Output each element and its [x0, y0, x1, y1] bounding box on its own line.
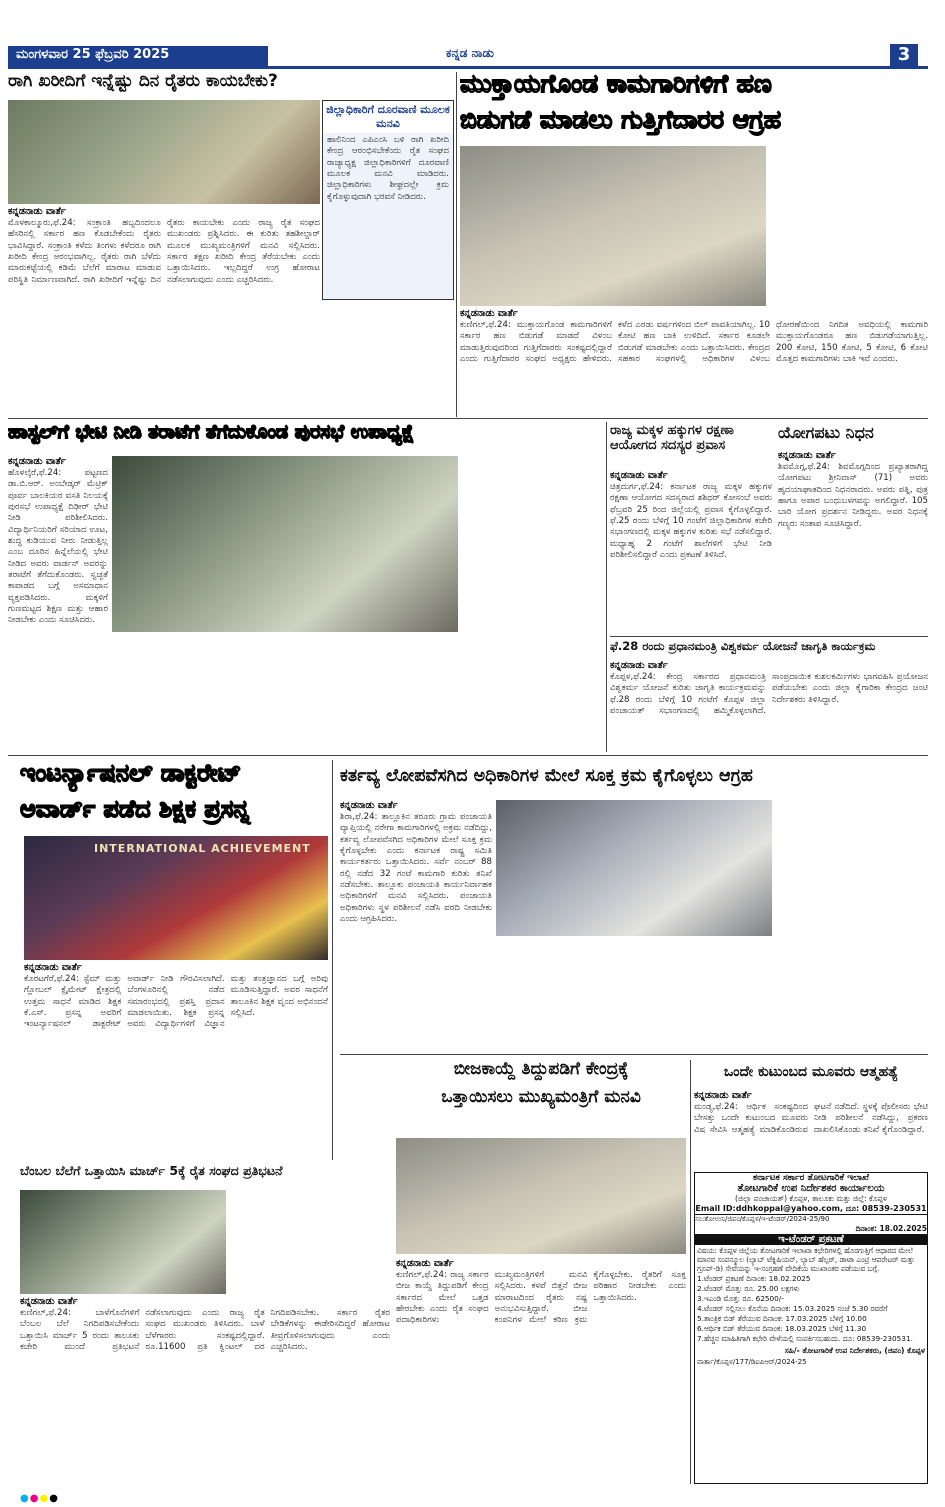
- col-divider: [456, 72, 457, 417]
- ragi-text-cont: [322, 302, 454, 414]
- banana-text: ಕುಣಿಗಲ್,ಫೆ.24: ಬಾಳೆಗೊನೆಗಳಿಗೆ ಬೆಂಬಲ ಬೆಲೆ ನಿಗದಿಪಡಿಸಬೇಕೆಂದು ಒತ್ತಾಯಿಸಿ ಮಾರ್ಚ್ 5 ರಂದು ತಾಲೂಕು ಕಚೇರಿ ಮುಂದೆ ಪ್ರತಿಭಟನೆ ನಡೆಸಲಾಗುವುದು ಎಂದು ರಾಜ್ಯ ರೈತ ಸಂಘದ ಮುಖಂಡರು ತಿಳಿಸಿದರು. ಬಾಳೆ ಬೆಳೆಗಾರರು ಸಂಕಷ್ಟದಲ್ಲಿದ್ದಾರೆ. ರೂ.11600 ಪ್ರತಿ ಕ್ವಿಂಟಲ್ ದರ ನಿಗದಿಪಡಿಸಬೇಕು. ಸರ್ಕಾರ ರೈತರ ಬೇಡಿಕೆಗಳನ್ನು ಈಡೇರಿಸದಿದ್ದರೆ ಹೋರಾಟ ತೀವ್ರಗೊಳಿಸಲಾಗುವುದು ಎಂದು ಎಚ್ಚರಿಸಿದರು.: [20, 1308, 390, 1353]
- tender-line-2: 2.ಟೆಂಡರ್ ಮೊತ್ತ: ರೂ. 25.00 ಲಕ್ಷಗಳು: [697, 1284, 800, 1294]
- doctorate-headline-2: ಅವಾರ್ಡ್ ಪಡೆದ ಶಿಕ್ಷಕ ಪ್ರಸನ್ನ: [20, 796, 251, 823]
- tender-org-1: ಕರ್ನಾಟಕ ಸರ್ಕಾರ ತೋಟಗಾರಿಕೆ ಇಲಾಖೆ: [753, 1173, 869, 1183]
- row-divider-1: [8, 418, 928, 419]
- doctorate-byline: ಕನ್ನಡನಾಡು ವಾರ್ತೆ: [24, 962, 82, 973]
- rights-text: ಚಿತ್ರದುರ್ಗ,ಫೆ.24: ಕರ್ನಾಟಕ ರಾಜ್ಯ ಮಕ್ಕಳ ಹಕ್ಕುಗಳ ರಕ್ಷಣಾ ಆಯೋಗದ ಸದಸ್ಯರಾದ ಶಶಿಧರ್ ಕೋಸಂಬೆ ಅವರು ಫೆಬ್ರವರಿ 25 ರಿಂದ ಜಿಲ್ಲೆಯಲ್ಲಿ ಪ್ರವಾಸ ಕೈಗೊಳ್ಳಲಿದ್ದಾರೆ. ಫೆ.25 ರಂದು ಬೆಳಿಗ್ಗೆ 10 ಗಂಟೆಗೆ ಜಿಲ್ಲಾಧಿಕಾರಿಗಳ ಕಚೇರಿ ಸಭಾಂಗಣದಲ್ಲಿ ಮಕ್ಕಳ ಹಕ್ಕುಗಳ ಕುರಿತು ಸಭೆ ನಡೆಸಲಿದ್ದಾರೆ. ಮಧ್ಯಾಹ್ನ 2 ಗಂಟೆಗೆ ಶಾಲೆಗಳಿಗೆ ಭೇಟಿ ನೀಡಿ ಪರಿಶೀಲಿಸಲಿದ್ದಾರೆ ಎಂದು ಪ್ರಕಟಣೆ ತಿಳಿಸಿದೆ.: [610, 482, 772, 561]
- col-divider-3: [332, 760, 333, 1160]
- contractors-photo: [460, 146, 766, 306]
- tender-email: Email ID:ddhkoppal@yahoo.com, ದೂ: 08539-230531: [695, 1204, 927, 1213]
- vishwakarma-text: ಕೊಪ್ಪಳ,ಫೆ.24: ಕೇಂದ್ರ ಸರ್ಕಾರದ ಪ್ರಧಾನಮಂತ್ರಿ ವಿಶ್ವಕರ್ಮ ಯೋಜನೆ ಕುರಿತು ಜಾಗೃತಿ ಕಾರ್ಯಕ್ರಮವನ್ನು ಫೆ.28 ರಂದು ಬೆಳಿಗ್ಗೆ 10 ಗಂಟೆಗೆ ಕೊಪ್ಪಳ ಜಿಲ್ಲಾ ಪಂಚಾಯತ್ ಸಭಾಂಗಣದಲ್ಲಿ ಹಮ್ಮಿಕೊಳ್ಳಲಾಗಿದೆ. ಸಾಂಪ್ರದಾಯಿಕ ಕುಶಲಕರ್ಮಿಗಳು ಭಾಗವಹಿಸಿ ಪ್ರಯೋಜನ ಪಡೆಯಬೇಕು ಎಂದು ಜಿಲ್ಲಾ ಕೈಗಾರಿಕಾ ಕೇಂದ್ರದ ಜಂಟಿ ನಿರ್ದೇಶಕರು ತಿಳಿಸಿದ್ದಾರೆ.: [610, 672, 928, 717]
- issue-date: ಮಂಗಳವಾರ 25 ಫೆಬ್ರವರಿ 2025: [8, 46, 268, 66]
- seeds-headline-1: ಬೀಜಕಾಯ್ದೆ ತಿದ್ದುಪಡಿಗೆ ಕೇಂದ್ರಕ್ಕೆ: [453, 1060, 629, 1079]
- tender-ref-no: ಸಂ:ತೋಉನಿ/ಜಿಪಂ/ಕೊಪ್ಪಳ/ಇ-ಟೆಂಡರ್/2024-25/90: [695, 1215, 830, 1223]
- ragi-text: ಮೊಳಕಾಲ್ಮೂರು,ಫೆ.24: ಸಂಕ್ರಾಂತಿ ಹಬ್ಬದಿಂದಲೂ ಹೆಸರಿನಲ್ಲಿ ಸರ್ಕಾರ ಹಣ ಕೊಡಬೇಕೆಂದು ರೈತರು ಭಾವಿಸಿದ್ದಾರೆ. ಸಂಕ್ರಾಂತಿ ಕಳೆದು ತಿಂಗಳು ಕಳೆದರೂ ರಾಗಿ ಖರೀದಿ ಕೇಂದ್ರ ಆರಂಭವಾಗಿಲ್ಲ. ರೈತರು ರಾಗಿ ಬೆಳೆದು ಮಾರುಕಟ್ಟೆಯಲ್ಲಿ ಕಡಿಮೆ ಬೆಲೆಗೆ ಮಾರಾಟ ಮಾಡುವ ಪರಿಸ್ಥಿತಿ ನಿರ್ಮಾಣವಾಗಿದೆ. ರಾಗಿ ಖರೀದಿಗೆ ಇನ್ನೆಷ್ಟು ದಿನ ರೈತರು ಕಾಯಬೇಕು ಎಂದು ರಾಜ್ಯ ರೈತ ಸಂಘದ ಮುಖಂಡರು ಪ್ರಶ್ನಿಸಿದರು. ಈ ಕುರಿತು ತಹಶೀಲ್ದಾರ್ ಮೂಲಕ ಮುಖ್ಯಮಂತ್ರಿಗಳಿಗೆ ಮನವಿ ಸಲ್ಲಿಸಿದರು. ಸರ್ಕಾರ ತಕ್ಷಣ ಖರೀದಿ ಕೇಂದ್ರ ತೆರೆಯಬೇಕು ಎಂದು ಒತ್ತಾಯಿಸಿದರು. ಇಲ್ಲದಿದ್ದರೆ ಉಗ್ರ ಹೋರಾಟ ನಡೆಸಲಾಗುವುದು ಎಂದು ಎಚ್ಚರಿಸಿದರು.: [8, 218, 320, 285]
- col-divider-4: [690, 1060, 691, 1484]
- hostel-text: ಹೊಳಲ್ಕೆರೆ,ಫೆ.24: ಪಟ್ಟಣದ ಡಾ.ಬಿ.ಆರ್. ಅಂಬೇಡ್ಕರ್ ಮೆಟ್ರಿಕ್ ಪೂರ್ವ ಬಾಲಕಿಯರ ವಸತಿ ನಿಲಯಕ್ಕೆ ಪುರಸಭೆ ಉಪಾಧ್ಯಕ್ಷೆ ದಿಢೀರ್ ಭೇಟಿ ನೀಡಿ ಪರಿಶೀಲಿಸಿದರು. ವಿದ್ಯಾರ್ಥಿನಿಯರಿಗೆ ಸರಿಯಾದ ಊಟ, ಶುದ್ಧ ಕುಡಿಯುವ ನೀರು ನೀಡುತ್ತಿಲ್ಲ ಎಂಬ ದೂರಿನ ಹಿನ್ನೆಲೆಯಲ್ಲಿ ಭೇಟಿ ನೀಡಿದ ಅವರು ವಾರ್ಡನ್ ಅವರನ್ನು ತರಾಟೆಗೆ ತೆಗೆದುಕೊಂಡರು. ಸ್ವಚ್ಛತೆ ಕಾಪಾಡದ ಬಗ್ಗೆ ಅಸಮಾಧಾನ ವ್ಯಕ್ತಪಡಿಸಿದರು. ಮಕ್ಕಳಿಗೆ ಗುಣಮಟ್ಟದ ಶಿಕ್ಷಣ ಮತ್ತು ಆಹಾರ ನೀಡಬೇಕು ಎಂದು ಸೂಚಿಸಿದರು.: [8, 468, 108, 626]
- obituary-text: ಶಿವಮೊಗ್ಗ,ಫೆ.24: ಶಿವಮೊಗ್ಗದಿಂದ ಪ್ರಖ್ಯಾತರಾಗಿದ್ದ ಯೋಗಪಟು ಶ್ರೀನಿವಾಸ್ (71) ಅವರು ಹೃದಯಾಘಾತದಿಂದ ನಿಧನರಾದರು. ಅವರು ಪತ್ನಿ, ಪುತ್ರ ಹಾಗೂ ಅಪಾರ ಬಂಧುಬಳಗವನ್ನು ಅಗಲಿದ್ದಾರೆ. 105 ಬಾರಿ ಯೋಗ ಪ್ರದರ್ಶನ ನೀಡಿದ್ದರು. ಅವರ ನಿಧನಕ್ಕೆ ಗಣ್ಯರು ಸಂತಾಪ ಸೂಚಿಸಿದ್ದಾರೆ.: [778, 462, 928, 529]
- suicide-headline: ಒಂದೇ ಕುಟುಂಬದ ಮೂವರು ಆತ್ಮಹತ್ಯೆ: [723, 1064, 899, 1080]
- suicide-byline: ಕನ್ನಡನಾಡು ವಾರ್ತೆ: [694, 1090, 752, 1101]
- obituary-byline: ಕನ್ನಡನಾಡು ವಾರ್ತೆ: [778, 450, 836, 461]
- ragi-byline: ಕನ್ನಡನಾಡು ವಾರ್ತೆ: [8, 206, 66, 217]
- phone-box: [322, 100, 454, 300]
- negligence-byline: ಕನ್ನಡನಾಡು ವಾರ್ತೆ: [340, 800, 398, 811]
- tender-line-7: 7.ಹೆಚ್ಚಿನ ಮಾಹಿತಿಗಾಗಿ ಕಛೇರಿ ವೇಳೆಯಲ್ಲಿ ಸಂಪರ್ಕಿಸಬಹುದು. ದೂ: 08539-230531.: [697, 1334, 913, 1344]
- banana-headline: ಬೆಂಬಲ ಬೆಲೆಗೆ ಒತ್ತಾಯಿಸಿ ಮಾರ್ಚ್ 5ಕ್ಕೆ ರೈತ ಸಂಘದ ಪ್ರತಿಭಟನೆ: [20, 1164, 283, 1178]
- tender-line-1: 1.ಟೆಂಡರ್ ಪ್ರಕಟಣೆ ದಿನಾಂಕ: 18.02.2025: [697, 1274, 811, 1284]
- hostel-byline: ಕನ್ನಡನಾಡು ವಾರ್ತೆ: [8, 456, 66, 467]
- phone-box-title: ಜಿಲ್ಲಾಧಿಕಾರಿಗೆ ದೂರವಾಣಿ ಮೂಲಕ ಮನವಿ: [323, 101, 453, 133]
- phone-box-text: ಹಾಲಿನಿಂದ ಎಪಿಎಂಸಿ ಬಳಿ ರಾಗಿ ಖರೀದಿ ಕೇಂದ್ರ ಆರಂಭಿಸಬೇಕೆಂದು ರೈತ ಸಂಘದ ರಾಜ್ಯಾಧ್ಯಕ್ಷ ಜಿಲ್ಲಾಧಿಕಾರಿಗಳಿಗೆ ದೂರವಾಣಿ ಮೂಲಕ ಮನವಿ ಮಾಡಿದರು. ಜಿಲ್ಲಾಧಿಕಾರಿಗಳು ಶೀಘ್ರದಲ್ಲೇ ಕ್ರಮ ಕೈಗೊಳ್ಳುವುದಾಗಿ ಭರವಸೆ ನೀಡಿದರು.: [327, 135, 449, 202]
- row-divider-2: [610, 636, 928, 637]
- row-divider-4: [340, 1054, 928, 1055]
- negligence-photo: [496, 800, 772, 936]
- masthead: ಕನ್ನಡ ನಾಡು: [446, 46, 494, 60]
- tender-signature: ಸಹಿ/- ತೋಟಗಾರಿಕೆ ಉಪ ನಿರ್ದೇಶಕರು, (ಜಿಪಂ) ಕೊಪ್ಪಳ: [784, 1346, 925, 1356]
- doctorate-text: ಕೊರಟಗೆರೆ,ಫೆ.24: ಸ್ಟೆಮ್ ಮತ್ತು ಗ್ಲೋಬಲ್ ಕ್ಲೈಮೇಟ್ ಕ್ಷೇತ್ರದಲ್ಲಿ ಉತ್ತಮ ಸಾಧನೆ ಮಾಡಿದ ಶಿಕ್ಷಕ ಕೆ.ಎಸ್. ಪ್ರಸನ್ನ ಅವರಿಗೆ ಇಂಟರ್ನ್ಯಾಷನಲ್ ಡಾಕ್ಟರೇಟ್ ಅವಾರ್ಡ್ ನೀಡಿ ಗೌರವಿಸಲಾಗಿದೆ. ಬೆಂಗಳೂರಿನಲ್ಲಿ ನಡೆದ ಸಮಾರಂಭದಲ್ಲಿ ಪ್ರಶಸ್ತಿ ಪ್ರದಾನ ಮಾಡಲಾಯಿತು. ಶಿಕ್ಷಕ ಪ್ರಸನ್ನ ಅವರು ವಿದ್ಯಾರ್ಥಿಗಳಿಗೆ ವಿಜ್ಞಾನ ಮತ್ತು ತಂತ್ರಜ್ಞಾನದ ಬಗ್ಗೆ ಅರಿವು ಮೂಡಿಸುತ್ತಿದ್ದಾರೆ. ಅವರ ಸಾಧನೆಗೆ ತಾಲೂಕಿನ ಶಿಕ್ಷಕ ವೃಂದ ಅಭಿನಂದನೆ ಸಲ್ಲಿಸಿದೆ.: [24, 974, 328, 1030]
- ragi-headline: ರಾಗಿ ಖರೀದಿಗೆ ಇನ್ನೆಷ್ಟು ದಿನ ರೈತರು ಕಾಯಬೇಕು?: [8, 72, 278, 91]
- rights-headline: ರಾಜ್ಯ ಮಕ್ಕಳ ಹಕ್ಕುಗಳ ರಕ್ಷಣಾ ಆಯೋಗದ ಸದಸ್ಯರ ಪ್ರವಾಸ: [610, 424, 734, 453]
- hostel-text-2: [112, 636, 458, 750]
- vishwakarma-byline: ಕನ್ನಡನಾಡು ವಾರ್ತೆ: [610, 660, 668, 671]
- doctorate-headline-1: ಇಂಟರ್ನ್ಯಾಷನಲ್ ಡಾಕ್ಟರೇಟ್: [20, 760, 242, 787]
- banana-text-side: [230, 1190, 390, 1294]
- ragi-photo: [8, 100, 320, 204]
- rights-byline: ಕನ್ನಡನಾಡು ವಾರ್ತೆ: [610, 470, 668, 481]
- contractors-headline-2: ಬಿಡುಗಡೆ ಮಾಡಲು ಗುತ್ತಿಗೆದಾರರ ಆಗ್ರಹ: [460, 106, 782, 134]
- hostel-headline: ಹಾಸ್ಟಲ್‌ಗೆ ಭೇಟಿ ನೀಡಿ ತರಾಟೆಗೆ ತೆಗೆದುಕೊಂಡ ಪುರಸಭೆ ಉಪಾಧ್ಯಕ್ಷೆ: [8, 422, 415, 443]
- negligence-text: ಶಿರಾ,ಫೆ.24: ತಾಲ್ಲೂಕಿನ ತರೂರು ಗ್ರಾಮ ಪಂಚಾಯತಿ ವ್ಯಾಪ್ತಿಯಲ್ಲಿ ನರೇಗಾ ಕಾಮಗಾರಿಗಳಲ್ಲಿ ಅಕ್ರಮ ನಡೆದಿದ್ದು, ಕರ್ತವ್ಯ ಲೋಪವೆಸಗಿದ ಅಧಿಕಾರಿಗಳ ಮೇಲೆ ಸೂಕ್ತ ಕ್ರಮ ಕೈಗೊಳ್ಳಬೇಕು ಎಂದು ಕರ್ನಾಟಕ ರಾಷ್ಟ್ರ ಸಮಿತಿ ಕಾರ್ಯಕರ್ತರು ಒತ್ತಾಯಿಸಿದರು. ಸರ್ವೆ ನಂಬರ್ 88 ರಲ್ಲಿ ನಡೆದ 32 ಗಂಟೆ ಕಾಮಗಾರಿ ಕುರಿತು ತನಿಖೆ ನಡೆಸಬೇಕು. ತಾಲ್ಲೂಕು ಪಂಚಾಯತಿ ಕಾರ್ಯನಿರ್ವಾಹಕ ಅಧಿಕಾರಿಗಳಿಗೆ ಮನವಿ ಸಲ್ಲಿಸಿದರು. ಪಂಚಾಯತಿ ಅಧಿಕಾರಿಗಳು ಸ್ಥಳ ಪರಿಶೀಲನೆ ನಡೆಸಿ ವರದಿ ನೀಡಬೇಕು ಎಂದು ಆಗ್ರಹಿಸಿದರು.: [340, 812, 492, 925]
- seeds-text: ಕುಣಿಗಲ್,ಫೆ.24: ರಾಜ್ಯ ಸರ್ಕಾರ ಬೀಜ ಕಾಯ್ದೆ ತಿದ್ದುಪಡಿಗೆ ಕೇಂದ್ರ ಸರ್ಕಾರದ ಮೇಲೆ ಒತ್ತಡ ಹೇರಬೇಕು ಎಂದು ರೈತ ಸಂಘದ ಪದಾಧಿಕಾರಿಗಳು ಮುಖ್ಯಮಂತ್ರಿಗಳಿಗೆ ಮನವಿ ಸಲ್ಲಿಸಿದರು. ಕಳಪೆ ಬಿತ್ತನೆ ಬೀಜ ಮಾರಾಟದಿಂದ ರೈತರು ನಷ್ಟ ಅನುಭವಿಸುತ್ತಿದ್ದಾರೆ. ಬೀಜ ಕಂಪನಿಗಳ ಮೇಲೆ ಕಠಿಣ ಕ್ರಮ ಕೈಗೊಳ್ಳಬೇಕು. ರೈತರಿಗೆ ಸೂಕ್ತ ಪರಿಹಾರ ನೀಡಬೇಕು ಎಂದು ಒತ್ತಾಯಿಸಿದರು.: [396, 1270, 686, 1326]
- banana-byline: ಕನ್ನಡನಾಡು ವಾರ್ತೆ: [20, 1296, 78, 1307]
- hostel-text-3: [462, 456, 602, 750]
- tender-org-3: (ಜಿಲ್ಲಾ ಪಂಚಾಯತ್) ಕೊಪ್ಪಳ, ತಾಲೂಕು ಮತ್ತು ಜಿಲ್ಲೆ: ಕೊಪ್ಪಳ: [735, 1194, 887, 1203]
- suicide-text: ಮಂಡ್ಯ,ಫೆ.24: ಆರ್ಥಿಕ ಸಂಕಷ್ಟದಿಂದ ಬೇಸತ್ತು ಒಂದೇ ಕುಟುಂಬದ ಮೂವರು ವಿಷ ಸೇವಿಸಿ ಆತ್ಮಹತ್ಯೆ ಮಾಡಿಕೊಂಡಿರುವ ಘಟನೆ ನಡೆದಿದೆ. ಸ್ಥಳಕ್ಕೆ ಪೊಲೀಸರು ಭೇಟಿ ನೀಡಿ ಪರಿಶೀಲನೆ ನಡೆಸಿದ್ದು, ಪ್ರಕರಣ ದಾಖಲಿಸಿಕೊಂಡು ತನಿಖೆ ಕೈಗೊಂಡಿದ್ದಾರೆ.: [694, 1102, 928, 1135]
- col-divider-2: [606, 422, 607, 752]
- row-divider-3: [8, 755, 928, 756]
- tender-line-6: 6.ಆರ್ಥಿಕ ಬಿಡ್ ತೆರೆಯುವ ದಿನಾಂಕ: 18.03.2025 ಬೆಳಿಗ್ಗೆ 11.30: [697, 1324, 867, 1334]
- negligence-headline: ಕರ್ತವ್ಯ ಲೋಪವೆಸಗಿದ ಅಧಿಕಾರಿಗಳ ಮೇಲೆ ಸೂಕ್ತ ಕ್ರಮ ಕೈಗೊಳ್ಳಲು ಆಗ್ರಹ: [340, 766, 753, 786]
- tender-ref-date: ದಿನಾಂಕ: 18.02.2025: [855, 1224, 927, 1233]
- contractors-text: ಕುಣಿಗಲ್,ಫೆ.24: ಮುಕ್ತಾಯಗೊಂಡ ಕಾಮಗಾರಿಗಳಿಗೆ ಸರ್ಕಾರ ಹಣ ಬಿಡುಗಡೆ ಮಾಡದೆ ವಿಳಂಬ ಮಾಡುತ್ತಿರುವುದರಿಂದ ಗುತ್ತಿಗೆದಾರರು ಸಂಕಷ್ಟದಲ್ಲಿದ್ದಾರೆ ಎಂದು ಗುತ್ತಿಗೆದಾರರ ಸಂಘದ ಅಧ್ಯಕ್ಷರು ಹೇಳಿದರು. ಕಳೆದ ಎರಡು ವರ್ಷಗಳಿಂದ ಬಿಲ್ ಪಾವತಿಯಾಗಿಲ್ಲ. 10 ಕೋಟಿ ಹಣ ಬಾಕಿ ಉಳಿದಿದೆ. ಸರ್ಕಾರ ಕೂಡಲೇ ಬಿಡುಗಡೆ ಮಾಡಬೇಕು ಎಂದು ಒತ್ತಾಯಿಸಿದರು. ಕೇಂದ್ರದ ಸಹಕಾರ ಸಂಘಗಳಲ್ಲಿ ಅಧಿಕಾರಿಗಳ ವಿಳಂಬ ಧೋರಣೆಯಿಂದ ನಿಗದಿತ ಅವಧಿಯಲ್ಲಿ ಕಾಮಗಾರಿ ಮುಕ್ತಾಯಗೊಂಡರೂ ಹಣ ಬಿಡುಗಡೆಯಾಗುತ್ತಿಲ್ಲ. 200 ಕೋಟಿ, 150 ಕೋಟಿ, 5 ಕೋಟಿ, 6 ಕೋಟಿ ಮೊತ್ತದ ಕಾಮಗಾರಿಗಳು ಬಾಕಿ ಇವೆ ಎಂದರು.: [460, 320, 928, 365]
- header-rule: [8, 66, 928, 69]
- tender-line-4: 4.ಟೆಂಡರ್ ಸಲ್ಲಿಸಲು ಕೊನೆಯ ದಿನಾಂಕ: 15.03.2025 ಸಂಜೆ 5.30 ರವರೆಗೆ: [697, 1304, 888, 1314]
- doctorate-photo-banner: INTERNATIONAL ACHIEVEMENT: [94, 842, 311, 855]
- tender-title: ಇ-ಟೆಂಡರ್ ಪ್ರಕಟಣೆ: [695, 1234, 927, 1245]
- seeds-photo: [396, 1138, 686, 1254]
- negligence-text-2: [496, 940, 772, 1048]
- tender-line-5: 5.ತಾಂತ್ರಿಕ ಬಿಡ್ ತೆರೆಯುವ ದಿನಾಂಕ: 17.03.2025 ಬೆಳಿಗ್ಗೆ 10.00: [697, 1314, 867, 1324]
- tender-body: ವಿಷಯ: ಕೊಪ್ಪಳ ಜಿಲ್ಲೆಯ ತೋಟಗಾರಿಕೆ ಇಲಾಖಾ ಕಛೇರಿಗಳಲ್ಲಿ ಹೊರಗುತ್ತಿಗೆ ಆಧಾರದ ಮೇಲೆ ಮಾನವ ಸಂಪನ್ಮೂಲ (ಲ್ಯಾಬ್ ಟೆಕ್ನಿಷಿಯನ್, ಲ್ಯಾಬ್ ಹೆಲ್ಪರ್, ಡಾಟಾ ಎಂಟ್ರಿ ಆಪರೇಟರ್ ಮತ್ತು ಗ್ರೂಪ್-ಡಿ) ಸೇವೆಯನ್ನು ಇ-ಸಂಗ್ರಹಣೆ ವೇದಿಕೆಯ ಮುಖಾಂತರ ಪಡೆಯುವ ಬಗ್ಗೆ.: [697, 1246, 915, 1274]
- contractors-headline-1: ಮುಕ್ತಾಯಗೊಂಡ ಕಾಮಗಾರಿಗಳಿಗೆ ಹಣ: [460, 70, 772, 98]
- banana-photo: [20, 1190, 226, 1294]
- hostel-photo: [112, 456, 458, 632]
- negligence-text-3: [776, 800, 928, 1048]
- tender-notice: [694, 1172, 928, 1484]
- seeds-byline: ಕನ್ನಡನಾಡು ವಾರ್ತೆ: [396, 1258, 454, 1269]
- tender-org-2: ತೋಟಗಾರಿಕೆ ಉಪ ನಿರ್ದೇಶಕರ ಕಾರ್ಯಾಲಯ: [737, 1183, 885, 1194]
- vishwakarma-headline: ಫೆ.28 ರಂದು ಪ್ರಧಾನಮಂತ್ರಿ ವಿಶ್ವಕರ್ಮ ಯೋಜನೆ ಜಾಗೃತಿ ಕಾರ್ಯಕ್ರಮ: [610, 640, 876, 653]
- tender-line-3: 3.ಇಎಂಡಿ ಮೊತ್ತ: ರೂ. 62500/-: [697, 1294, 784, 1304]
- seeds-headline-2: ಒತ್ತಾಯಿಸಲು ಮುಖ್ಯಮಂತ್ರಿಗೆ ಮನವಿ: [441, 1088, 641, 1107]
- print-registration-marks: ●●●●: [20, 1493, 59, 1503]
- doctorate-photo: [24, 836, 328, 960]
- contractors-byline: ಕನ್ನಡನಾಡು ವಾರ್ತೆ: [460, 308, 518, 319]
- tender-footer: ವಾರ್ತಾ/ಕೊಪ್ಪಳ/177/ಡಿಐಪಿಆರ್/2024-25: [697, 1358, 807, 1367]
- contractors-side-text: [770, 146, 928, 316]
- obituary-headline: ಯೋಗಪಟು ನಿಧನ: [778, 424, 874, 442]
- page-number: 3: [890, 44, 918, 68]
